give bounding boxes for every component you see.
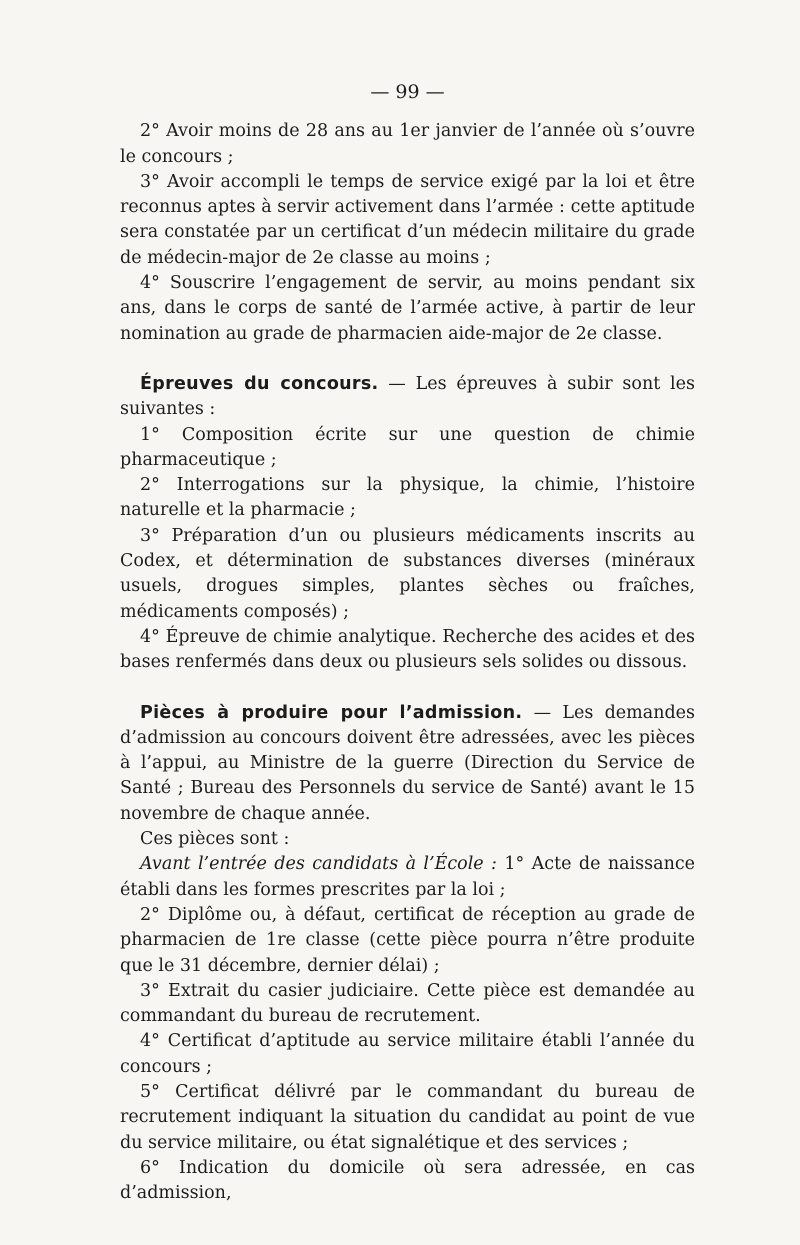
piece-item-5: 5° Certificat délivré par le commandant du bureau de recrutement indiquant la situation du candidat au point de vue du service militaire, ou état signalétique et des services ; [120, 1081, 695, 1153]
pieces-heading: Pièces à produire pour l’admission. [140, 702, 523, 723]
piece-item-2: 2° Diplôme ou, à défaut, certificat de réception au grade de pharmacien de 1re classe (cette pièce pourra n’être produite que le 31 décembre, dernier délai) ; [120, 904, 695, 976]
epreuve-item-4: 4° Épreuve de chimie analytique. Recherche des acides et des bases renfermés dans deux ou plusieurs sels solides ou dissous. [120, 626, 695, 673]
avant-entree-paragraph [120, 852, 695, 903]
epreuve-item-1: 1° Composition écrite sur une question de chimie pharmaceutique ; [120, 424, 695, 470]
epreuves-intro-paragraph [120, 372, 695, 423]
piece-item-6: 6° Indication du domicile où sera adressée, en cas d’admission, [120, 1157, 695, 1204]
piece-item-4: 4° Certificat d’aptitude au service militaire établi l’année du concours ; [120, 1031, 695, 1077]
piece-item-3: 3° Extrait du casier judiciaire. Cette pièce est demandée au commandant du bureau de recrutement. [120, 980, 695, 1027]
pieces-intro: — Les demandes d’admission au concours doivent être adressées, avec les pièces à l’appui, au Ministre de la guerre (Direction du Service de Santé ; Bureau des Personnels du service de Santé) avant le 15 novembre de chaque année. [120, 702, 696, 824]
condition-2: 2° Avoir moins de 28 ans au 1er janvier de l’année où s’ouvre le concours ; [120, 121, 695, 167]
avant-entree-label: Avant l’entrée des candidats à l’École : [140, 854, 497, 875]
epreuve-item-2: 2° Interrogations sur la physique, la chimie, l’histoire naturelle et la pharmacie ; [120, 475, 695, 521]
ces-pieces-line: Ces pièces sont : [140, 829, 290, 850]
condition-4: 4° Souscrire l’engagement de servir, au moins pendant six ans, dans le corps de santé de l’armée active, à partir de leur nomination au grade de pharmacien aide-major de 2e classe. [120, 273, 695, 344]
pieces-intro-paragraph [120, 701, 695, 827]
document-page [120, 80, 695, 1206]
page-number: — 99 — [370, 81, 445, 103]
epreuves-intro: — Les épreuves à subir sont les suivantes : [120, 373, 695, 420]
condition-3: 3° Avoir accompli le temps de service exigé par la loi et être reconnus aptes à servir activement dans l’armée : cette aptitude sera constatée par un certificat d’un médecin militaire du grade de médecin-major de 2e classe au moins ; [120, 171, 695, 268]
avant-entree-text: 1° Acte de naissance établi dans les formes prescrites par la loi ; [120, 854, 696, 900]
epreuve-item-3: 3° Préparation d’un ou plusieurs médicaments inscrits au Codex, et détermination de substances diverses (minéraux usuels, drogues simples, plantes sèches ou fraîches, médicaments composés) ; [120, 525, 695, 622]
epreuves-heading: Épreuves du concours. [140, 373, 379, 394]
